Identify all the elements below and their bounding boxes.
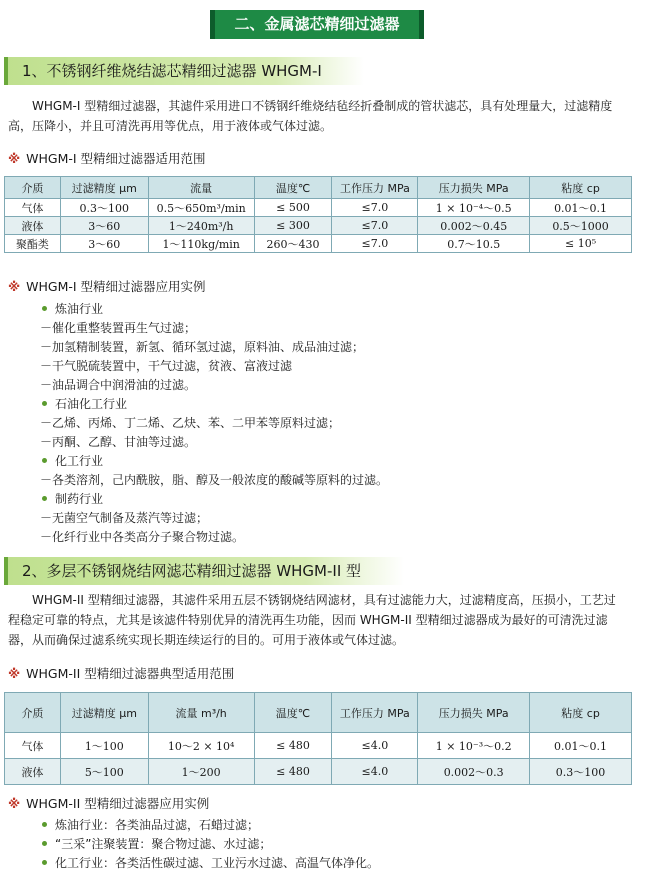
table-row [5, 217, 632, 235]
table-row [5, 199, 632, 217]
table-cell: 0.5～650m³/min [148, 199, 254, 217]
table-cell: ≤4.0 [332, 733, 418, 759]
table-cell: ≤ 10⁵ [530, 235, 632, 253]
list-item [40, 319, 388, 338]
table-cell: 1 × 10⁻³～0.2 [418, 733, 530, 759]
table-cell: 5～100 [60, 759, 148, 785]
list-item-text: －加氢精制装置，新氢、循环氢过滤，原料油、成品油过滤； [40, 340, 365, 354]
table-cell: 0.3～100 [60, 199, 148, 217]
bullet-icon [42, 822, 47, 827]
table-cell: 聚酯类 [5, 235, 61, 253]
table-cell: 1～200 [148, 759, 254, 785]
table-cell: ≤7.0 [332, 235, 418, 253]
list-item-text: －干气脱硫装置中，干气过滤，贫液、富液过滤 [40, 359, 293, 373]
list-item-category [40, 816, 379, 835]
list-item [40, 376, 388, 395]
table-header-cell: 流量 [148, 177, 254, 199]
section-1-example-title [8, 278, 206, 296]
table-header-row [5, 177, 632, 199]
list-item-text: “三采”注聚装置：聚合物过滤、水过滤； [55, 837, 272, 851]
note-mark-icon: ※ [8, 666, 21, 681]
list-item-text: －催化重整装置再生气过滤； [40, 321, 197, 335]
table-cell: ≤ 500 [254, 199, 332, 217]
section-2-heading: 2、多层不锈钢烧结网滤芯精细过滤器 WHGM-II 型 [4, 557, 404, 585]
list-item-category [40, 835, 379, 854]
list-item-text: －各类溶剂，己内酰胺，脂、醇及一般浓度的酸碱等原料的过滤。 [40, 473, 389, 487]
list-item-text: 化工行业 [55, 454, 104, 468]
note-mark-icon: ※ [8, 151, 21, 166]
table-cell: 1 × 10⁻⁴～0.5 [418, 199, 530, 217]
list-item [40, 338, 388, 357]
table-header-cell: 流量 m³/h [148, 693, 254, 733]
list-item-category [40, 395, 388, 414]
list-item [40, 414, 388, 433]
list-item [40, 471, 388, 490]
table-header-cell: 工作压力 MPa [332, 693, 418, 733]
table-cell: ≤ 300 [254, 217, 332, 235]
page-title: 二、金属滤芯精细过滤器 [210, 10, 424, 39]
list-item-text: －油品调合中润滑油的过滤。 [40, 378, 197, 392]
table-header-cell: 粘度 cp [530, 693, 632, 733]
table-cell: 0.01～0.1 [530, 199, 632, 217]
table-cell: 0.5～1000 [530, 217, 632, 235]
table-cell: ≤4.0 [332, 759, 418, 785]
list-item [40, 528, 388, 547]
table-cell: 0.002～0.3 [418, 759, 530, 785]
list-item-text: 石油化工行业 [55, 397, 128, 411]
table-header-cell: 温度℃ [254, 177, 332, 199]
table-cell: 260～430 [254, 235, 332, 253]
list-item-text: －丙酮、乙醇、甘油等过滤。 [40, 435, 197, 449]
table-header-cell: 介质 [5, 693, 61, 733]
table-cell: 0.002～0.45 [418, 217, 530, 235]
list-item-category [40, 300, 388, 319]
section-1-heading: 1、不锈钢纤维烧结滤芯精细过滤器 WHGM-I [4, 57, 364, 85]
section-2-example-list [40, 816, 379, 873]
list-item-category [40, 452, 388, 471]
list-item-text: －无菌空气制备及蒸汽等过滤； [40, 511, 209, 525]
list-item-text: 制药行业 [55, 492, 104, 506]
bullet-icon [42, 860, 47, 865]
table-cell: 1～240m³/h [148, 217, 254, 235]
table-header-cell: 压力损失 MPa [418, 177, 530, 199]
list-item [40, 357, 388, 376]
bullet-icon [42, 458, 47, 463]
section-1-intro-line-2: 高，压降小，并且可清洗再用等优点，用于液体或气体过滤。 [8, 119, 333, 133]
table-header-row [5, 693, 632, 733]
section-1-intro-line-1: WHGM-I 型精细过滤器，其滤件采用进口不锈钢纤维烧结毡经折叠制成的管状滤芯，具有处理量大，过滤精度 [32, 99, 613, 113]
table-cell: ≤7.0 [332, 217, 418, 235]
section-2-intro [8, 590, 640, 650]
example-title-text: WHGM-I 型精细过滤器应用实例 [26, 279, 206, 294]
list-item [40, 509, 388, 528]
list-item-text: －化纤行业中各类高分子聚合物过滤。 [40, 530, 245, 544]
section-1-spec-table [4, 176, 632, 253]
list-item-text: －乙烯、丙烯、丁二烯、乙炔、苯、二甲苯等原料过滤； [40, 416, 341, 430]
table-cell: 0.7～10.5 [418, 235, 530, 253]
table-header-cell: 过滤精度 μm [60, 693, 148, 733]
bullet-icon [42, 496, 47, 501]
range-title-text: WHGM-II 型精细过滤器典型适用范围 [26, 666, 235, 681]
table-row [5, 733, 632, 759]
table-cell: 气体 [5, 199, 61, 217]
section-1-range-title [8, 150, 206, 168]
table-header-cell: 工作压力 MPa [332, 177, 418, 199]
table-cell: 0.01～0.1 [530, 733, 632, 759]
table-cell: 0.3～100 [530, 759, 632, 785]
section-2-spec-table [4, 692, 632, 785]
section-2-intro-line-1: WHGM-II 型精细过滤器，其滤件采用五层不锈钢烧结网滤材，具有过滤能力大，过滤精度高，压损小，工艺过 [32, 593, 616, 607]
list-item-text: 化工行业：各类活性碳过滤、工业污水过滤、高温气体净化。 [55, 856, 380, 870]
table-cell: 气体 [5, 733, 61, 759]
section-1-example-list [40, 300, 388, 547]
table-cell: 10～2 × 10⁴ [148, 733, 254, 759]
list-item-text: 炼油行业：各类油品过滤，石蜡过滤； [55, 818, 260, 832]
table-cell: 1～100 [60, 733, 148, 759]
table-row [5, 235, 632, 253]
table-header-cell: 压力损失 MPa [418, 693, 530, 733]
section-2-range-title [8, 665, 234, 683]
table-cell: 液体 [5, 217, 61, 235]
table-cell: 1～110kg/min [148, 235, 254, 253]
table-header-cell: 温度℃ [254, 693, 332, 733]
list-item-category [40, 854, 379, 873]
table-header-cell: 粘度 cp [530, 177, 632, 199]
bullet-icon [42, 841, 47, 846]
section-2-intro-line-3: 器，从而确保过滤系统实现长期连续运行的目的。可用于液体或气体过滤。 [8, 633, 405, 647]
table-cell: 3～60 [60, 235, 148, 253]
table-cell: ≤ 480 [254, 759, 332, 785]
table-header-cell: 介质 [5, 177, 61, 199]
note-mark-icon: ※ [8, 796, 21, 811]
list-item [40, 433, 388, 452]
range-title-text: WHGM-I 型精细过滤器适用范围 [26, 151, 206, 166]
bullet-icon [42, 306, 47, 311]
table-cell: ≤7.0 [332, 199, 418, 217]
table-cell: ≤ 480 [254, 733, 332, 759]
list-item-category [40, 490, 388, 509]
list-item-text: 炼油行业 [55, 302, 104, 316]
example-title-text: WHGM-II 型精细过滤器应用实例 [26, 796, 210, 811]
table-row [5, 759, 632, 785]
bullet-icon [42, 401, 47, 406]
table-cell: 3～60 [60, 217, 148, 235]
section-2-intro-line-2: 程稳定可靠的特点，尤其是该滤件特别优异的清洗再生功能，因而 WHGM-II 型精细过滤器成为最好的可清洗过滤 [8, 613, 608, 627]
note-mark-icon: ※ [8, 279, 21, 294]
table-header-cell: 过滤精度 μm [60, 177, 148, 199]
table-cell: 液体 [5, 759, 61, 785]
section-1-intro [8, 96, 640, 136]
section-2-example-title [8, 795, 209, 813]
